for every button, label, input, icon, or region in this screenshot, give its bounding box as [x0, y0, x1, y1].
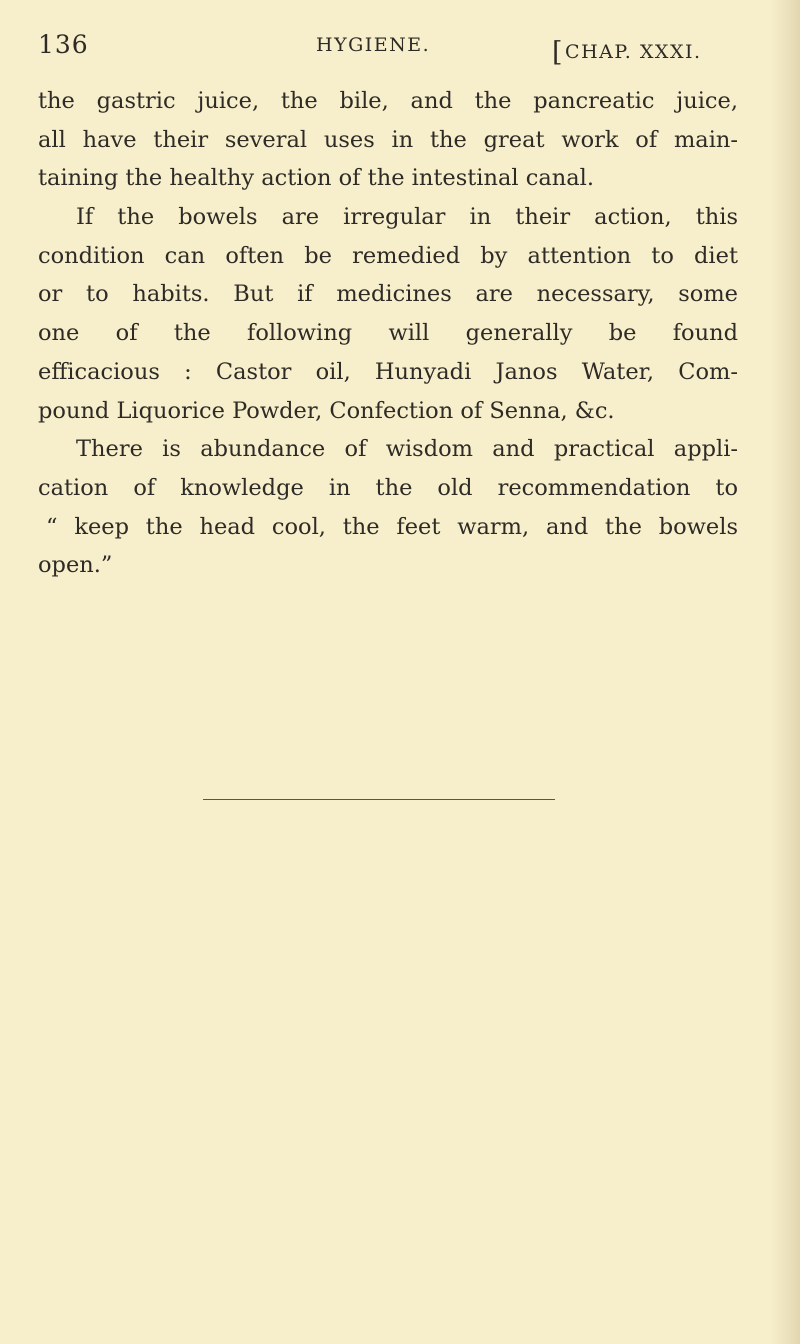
- text-line: one of the following will generally be found: [38, 320, 738, 347]
- text-line: cation of knowledge in the old recommendation to: [38, 474, 738, 501]
- chapter-reference: [552, 34, 702, 68]
- chapter-bracket: [: [552, 37, 565, 68]
- paragraph-start-line: If the bowels are irregular in their action, this: [76, 204, 738, 231]
- page-header: [38, 30, 738, 70]
- page-number: 136: [38, 30, 89, 59]
- text-line: condition can often be remedied by attention to diet: [38, 242, 738, 269]
- text-line: open.”: [38, 552, 113, 579]
- end-rule: [203, 799, 555, 800]
- paragraph-start-line: There is abundance of wisdom and practical appli-: [76, 436, 738, 463]
- text-line: the gastric juice, the bile, and the pancreatic juice,: [38, 88, 738, 114]
- text-line: efficacious : Castor oil, Hunyadi Janos Water, Com-: [38, 358, 738, 385]
- running-head: HYGIENE.: [316, 34, 431, 56]
- text-line: or to habits. But if medicines are necessary, some: [38, 281, 738, 308]
- text-line: taining the healthy action of the intestinal canal.: [38, 165, 595, 192]
- text-line: “ keep the head cool, the feet warm, and the bowels: [46, 513, 738, 540]
- body-text: [38, 82, 738, 585]
- text-line: all have their several uses in the great work of main-: [38, 126, 738, 153]
- chapter-label: CHAP. XXXI.: [565, 41, 702, 63]
- text-line: pound Liquorice Powder, Confection of Senna, &c.: [38, 397, 615, 424]
